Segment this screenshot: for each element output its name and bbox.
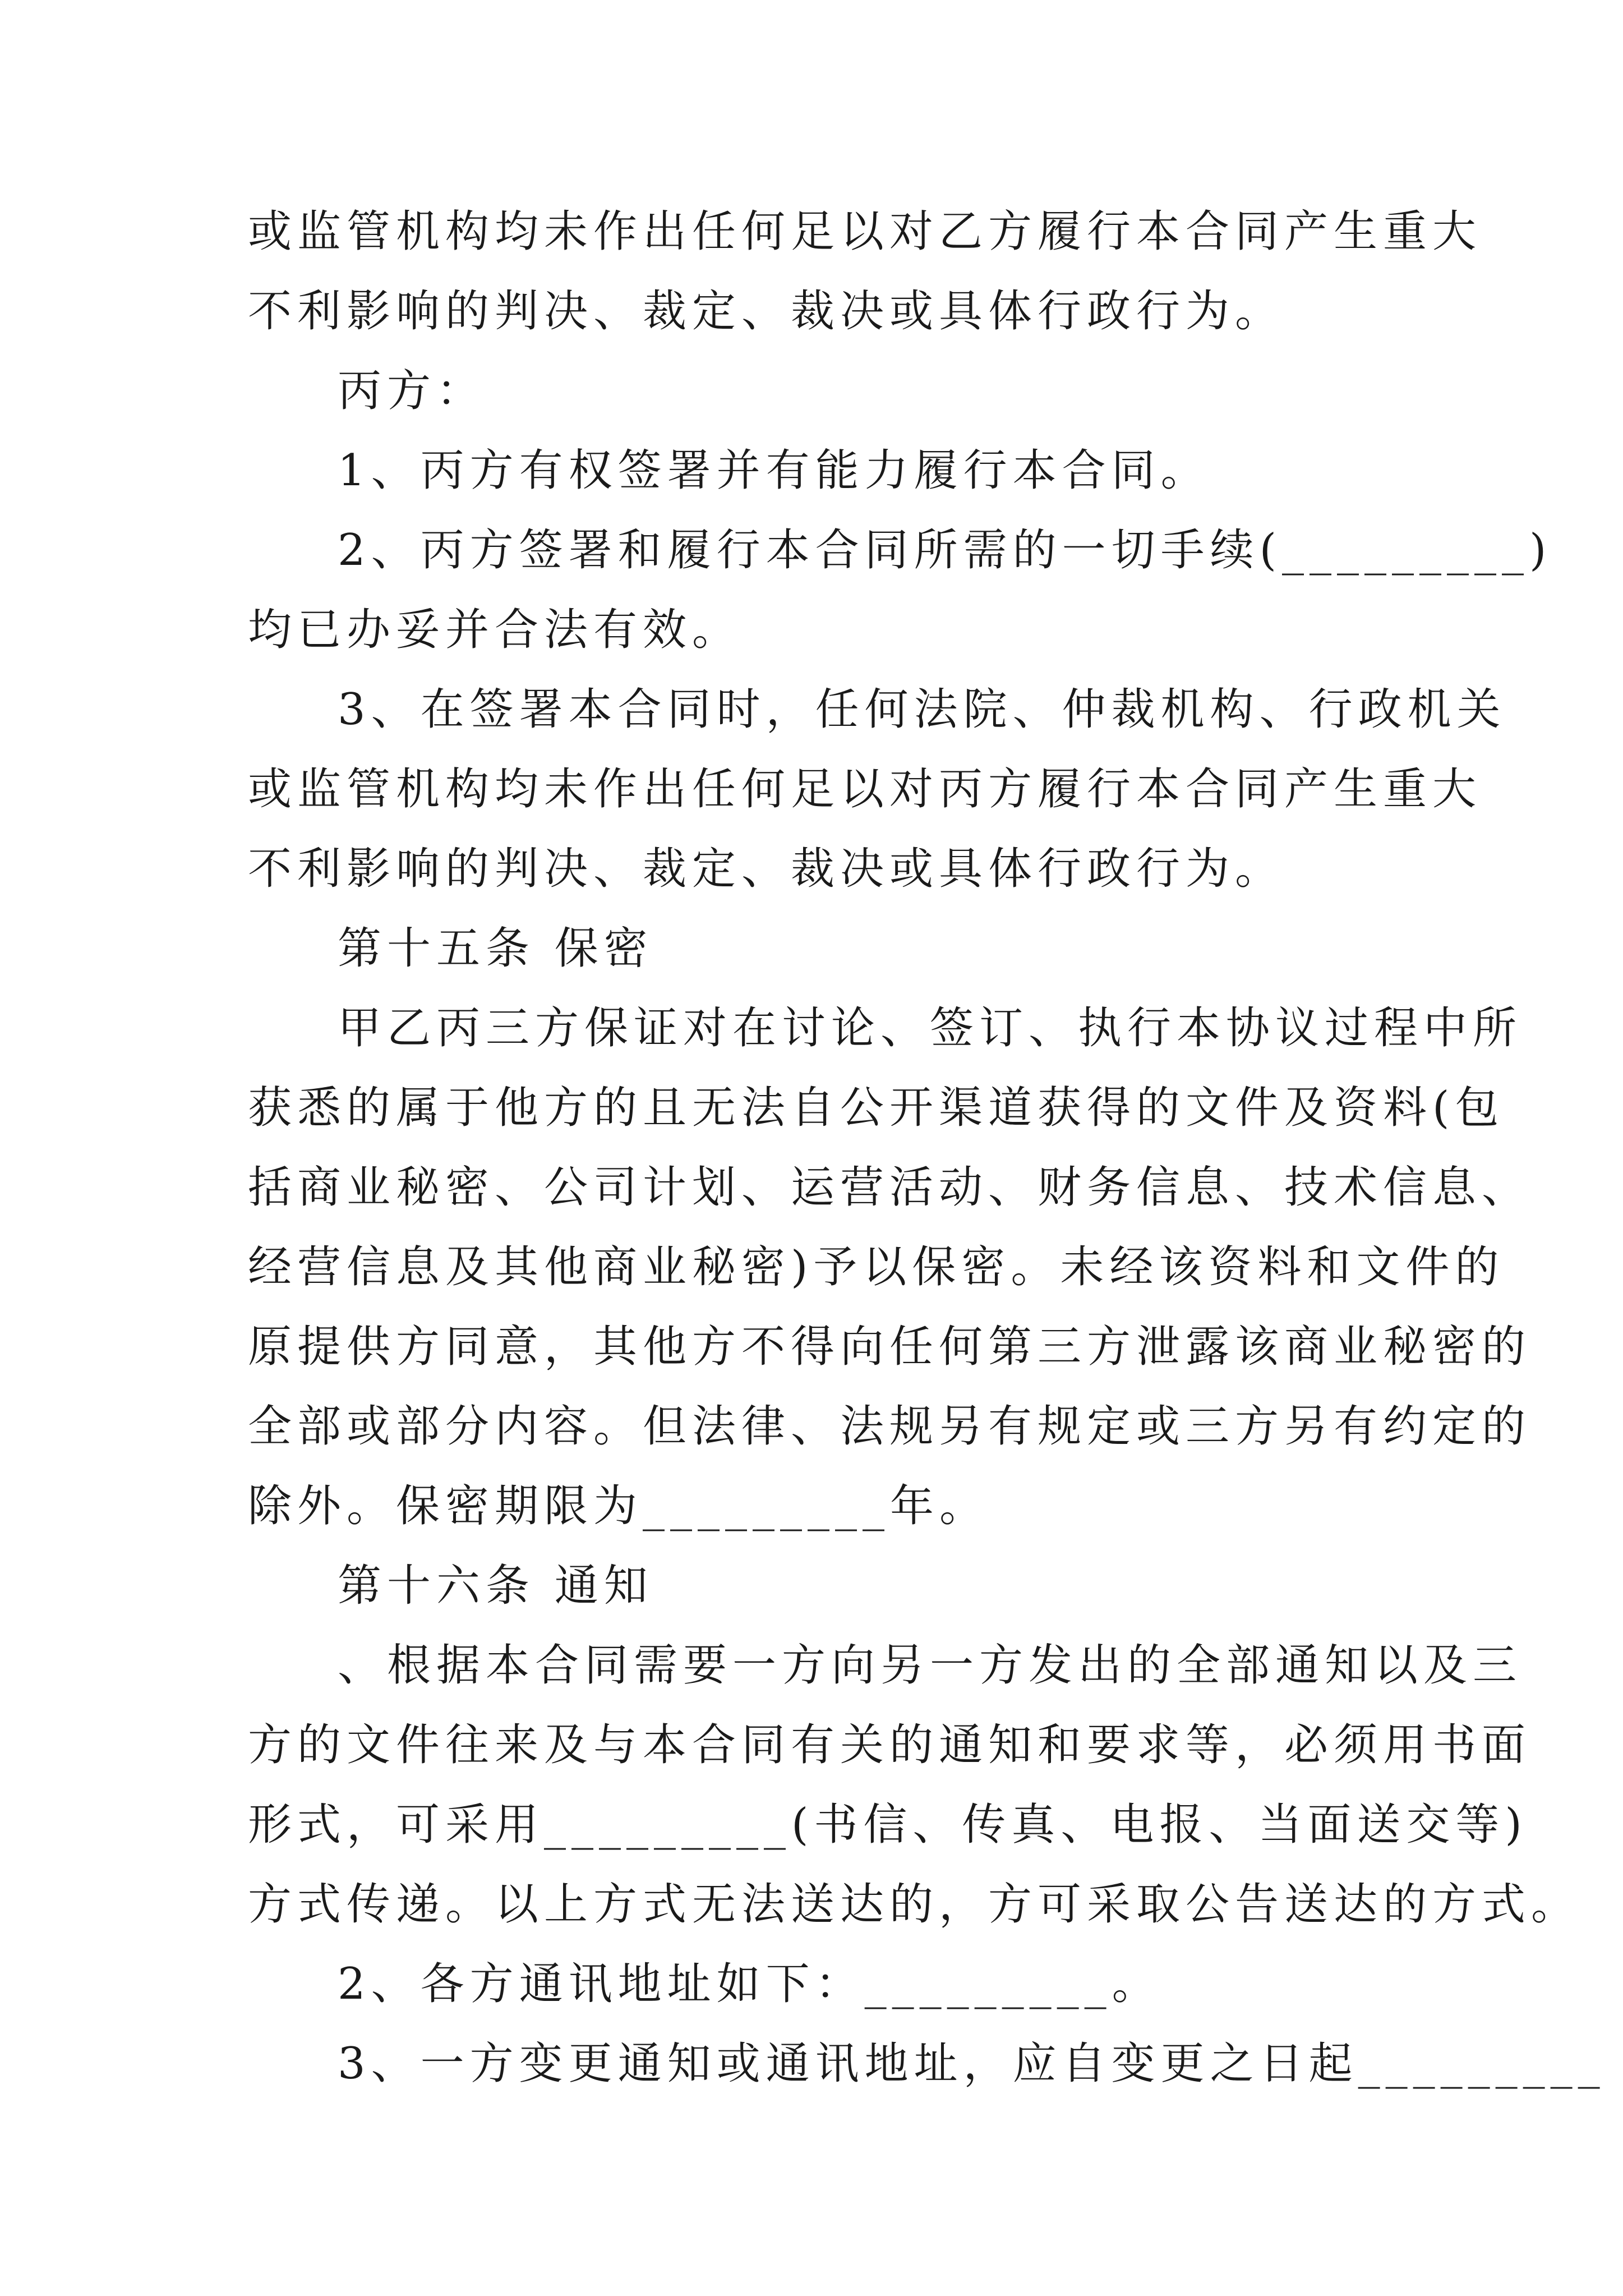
text-line: 除外。保密期限为_________年。 — [248, 1481, 989, 1531]
text-line: 全部或部分内容。但法律、法规另有规定或三方另有约定的 — [248, 1401, 1532, 1452]
text-line: 获悉的属于他方的且无法自公开渠道获得的文件及资料(包 — [248, 1083, 1505, 1133]
text-line: 形式，可采用_________(书信、传真、电报、当面送交等) — [248, 1800, 1528, 1850]
text-line: 2、丙方签署和履行本合同所需的一切手续(_________) — [338, 525, 1552, 576]
text-line: 3、在签署本合同时，任何法院、仲裁机构、行政机关 — [338, 684, 1506, 735]
text-line: 经营信息及其他商业秘密)予以保密。未经该资料和文件的 — [248, 1242, 1505, 1292]
text-line: 甲乙丙三方保证对在讨论、签订、执行本协议过程中所 — [338, 1003, 1523, 1053]
text-line: 方的文件往来及与本合同有关的通知和要求等，必须用书面 — [248, 1720, 1532, 1770]
text-line: 或监管机构均未作出任何足以对丙方履行本合同产生重大 — [248, 764, 1482, 815]
text-line: 3、一方变更通知或通讯地址，应自变更之日起_________ — [338, 2039, 1606, 2089]
text-line: 不利影响的判决、裁定、裁决或具体行政行为。 — [248, 286, 1285, 337]
text-line: 括商业秘密、公司计划、运营活动、财务信息、技术信息、 — [248, 1162, 1532, 1213]
party-c-heading: 丙方： — [338, 366, 486, 416]
text-line: 不利影响的判决、裁定、裁决或具体行政行为。 — [248, 844, 1285, 894]
article-15-heading: 第十五条 保密 — [338, 923, 653, 974]
text-line: 均已办妥并合法有效。 — [248, 605, 742, 655]
text-line: 2、各方通讯地址如下：_________。 — [338, 1959, 1161, 2009]
text-line: 1、丙方有权签署并有能力履行本合同。 — [338, 445, 1210, 496]
text-line: 或监管机构均未作出任何足以对乙方履行本合同产生重大 — [248, 206, 1482, 257]
text-line: 原提供方同意，其他方不得向任何第三方泄露该商业秘密的 — [248, 1322, 1532, 1372]
text-line: 方式传递。以上方式无法送达的，方可采取公告送达的方式。 — [248, 1879, 1581, 1930]
text-line: 、根据本合同需要一方向另一方发出的全部通知以及三 — [338, 1640, 1523, 1691]
article-16-heading: 第十六条 通知 — [338, 1561, 653, 1611]
contract-text — [248, 192, 1606, 2104]
